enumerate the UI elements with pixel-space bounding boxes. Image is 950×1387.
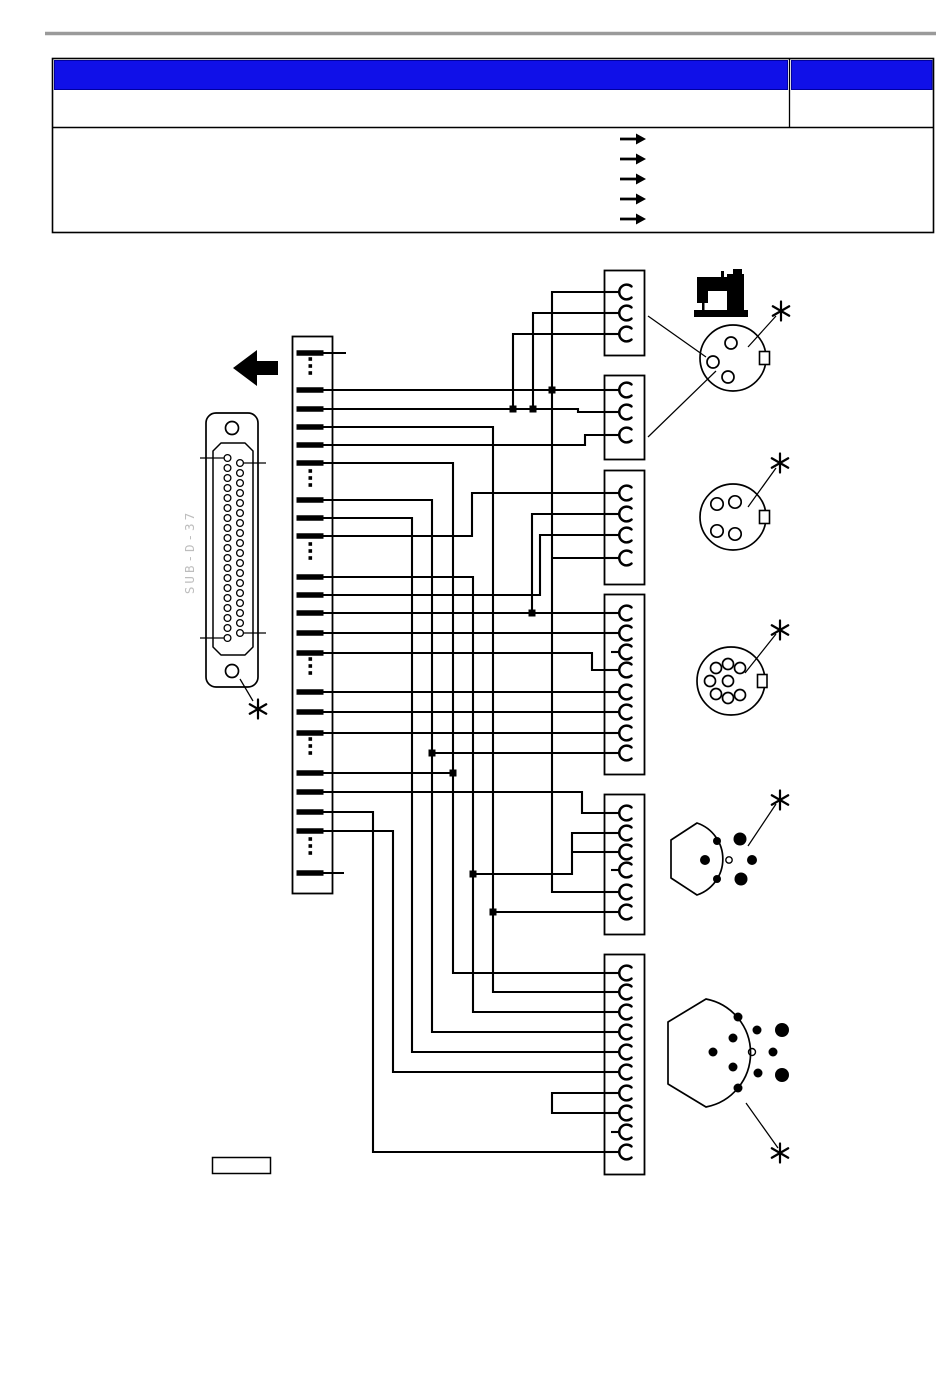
dsub-pin xyxy=(237,470,244,477)
wire xyxy=(332,831,618,1072)
dsub-pin xyxy=(237,460,244,467)
left-direction-arrow-icon xyxy=(233,350,278,386)
table-arrow-icons xyxy=(620,134,646,225)
keyway-notch xyxy=(758,675,768,688)
pin-block-3 xyxy=(605,471,645,585)
connector-body xyxy=(697,647,765,715)
dsub-pin xyxy=(224,515,231,522)
ellipsis-dot xyxy=(309,751,313,755)
pin-blocks xyxy=(605,271,645,1175)
pin-block-1 xyxy=(605,271,645,356)
strip-terminal-bar xyxy=(297,809,324,815)
contact-pin xyxy=(769,1048,778,1057)
wire xyxy=(332,518,618,1052)
ellipsis-dot xyxy=(309,664,313,668)
ellipsis-dot xyxy=(309,549,313,553)
junction-dot xyxy=(470,871,477,878)
dsub-pin xyxy=(237,590,244,597)
ellipsis-dot xyxy=(309,844,313,848)
dsub-shell xyxy=(206,413,258,687)
machine-notch xyxy=(710,292,726,308)
strip-terminal-bar xyxy=(297,709,324,715)
dsub-pin xyxy=(237,560,244,567)
machine-part xyxy=(721,271,724,277)
strip-terminal-bar xyxy=(297,630,324,636)
junction-dot xyxy=(429,750,436,757)
wire xyxy=(332,812,618,1152)
keyway-notch xyxy=(760,511,770,524)
pear-connector-face-1 xyxy=(671,823,757,895)
strip-terminal-bar xyxy=(297,350,324,356)
strip-terminal-bar xyxy=(297,406,324,412)
empty-note-box xyxy=(213,1158,271,1174)
leader-line xyxy=(746,1103,778,1148)
strip-terminal-bar xyxy=(297,789,324,795)
wire xyxy=(332,653,618,670)
contact-pin xyxy=(734,1013,743,1022)
ellipsis-dot xyxy=(309,744,313,748)
dsub-insert xyxy=(213,443,253,655)
strip-terminal-bar xyxy=(297,610,324,616)
dsub-pin xyxy=(237,540,244,547)
contact-pin xyxy=(729,1034,738,1043)
wire xyxy=(332,500,618,1032)
dsub-pin xyxy=(224,535,231,542)
strip-terminal-bar xyxy=(297,770,324,776)
dsub-pin xyxy=(237,480,244,487)
strip-terminal-bar xyxy=(297,424,324,430)
dsub-pin xyxy=(224,585,231,592)
dsub-mount-hole xyxy=(226,422,239,435)
contact-pin xyxy=(729,1063,738,1072)
ellipsis-dot xyxy=(309,671,313,675)
ellipsis-dot xyxy=(309,851,313,855)
dsub-pin xyxy=(237,520,244,527)
strip-terminal-bar xyxy=(297,689,324,695)
dsub-pin xyxy=(237,580,244,587)
dsub-pin xyxy=(237,510,244,517)
circular-connector-face-2 xyxy=(700,484,770,550)
leader-line xyxy=(648,371,716,437)
right-arrow-head xyxy=(636,154,646,165)
strip-terminal-bar xyxy=(297,574,324,580)
dsub-pin xyxy=(224,505,231,512)
dsub-pin xyxy=(237,570,244,577)
dsub-pin xyxy=(237,490,244,497)
strip-terminal-bar xyxy=(297,828,324,834)
wire xyxy=(332,409,618,412)
center-pin xyxy=(726,857,732,863)
ellipsis-dot xyxy=(309,837,313,841)
ellipsis-dot xyxy=(309,657,313,661)
strip-terminal-bar xyxy=(297,497,324,503)
contact-pin xyxy=(775,1068,789,1082)
wire xyxy=(332,535,618,595)
machine-part xyxy=(733,269,742,274)
ellipsis-dot xyxy=(309,542,313,546)
strip-terminal-bar xyxy=(297,515,324,521)
pear-connector-face-2 xyxy=(668,999,789,1107)
contact-pin xyxy=(753,1026,762,1035)
junction-dot xyxy=(490,909,497,916)
dsub-pin xyxy=(224,465,231,472)
pin-block-outline xyxy=(605,795,645,935)
table-header-cell-1 xyxy=(55,61,788,90)
asterisk-marker xyxy=(250,700,266,719)
ellipsis-dot xyxy=(309,476,313,480)
contact-pin xyxy=(709,1048,718,1057)
right-arrow-head xyxy=(636,174,646,185)
junction-dot xyxy=(529,610,536,617)
terminal-strip xyxy=(293,337,333,894)
ellipsis-dot xyxy=(309,357,313,361)
strip-terminal-bar xyxy=(297,730,324,736)
contact-pin xyxy=(775,1023,789,1037)
contact-pin xyxy=(700,855,710,865)
dsub-pin xyxy=(224,475,231,482)
strip-terminal-bar xyxy=(297,460,324,466)
wire xyxy=(473,833,618,874)
contact-pin xyxy=(713,837,721,845)
ellipsis-dot xyxy=(309,469,313,473)
dsub-mount-hole xyxy=(226,665,239,678)
dsub-pin xyxy=(224,555,231,562)
wire xyxy=(332,435,618,445)
dsub-pin xyxy=(224,635,231,642)
dsub-pin xyxy=(237,620,244,627)
right-arrow-head xyxy=(636,134,646,145)
keyway-notch xyxy=(760,352,770,365)
strip-terminal-bar xyxy=(297,870,324,876)
contact-pin xyxy=(734,1084,743,1093)
pin-block-outline xyxy=(605,376,645,460)
ellipsis-dot xyxy=(309,371,313,375)
pin-block-5 xyxy=(605,795,645,935)
note-box xyxy=(213,1158,271,1174)
dsub-pin xyxy=(224,605,231,612)
strip-terminal-bar xyxy=(297,442,324,448)
sub-d-37-connector xyxy=(200,413,266,687)
dsub-pin xyxy=(237,610,244,617)
ellipsis-dot xyxy=(309,737,313,741)
contact-pin xyxy=(747,855,757,865)
leader-line xyxy=(240,679,253,701)
dsub-pin xyxy=(237,600,244,607)
pin-block-2 xyxy=(605,376,645,460)
right-arrow-head xyxy=(636,194,646,205)
ellipsis-dot xyxy=(309,364,313,368)
wire xyxy=(513,334,618,409)
circular-connector-face-3 xyxy=(697,647,767,715)
junction-dot xyxy=(549,387,556,394)
strip-terminal-bar xyxy=(297,650,324,656)
dsub-pin xyxy=(224,525,231,532)
dsub-pin xyxy=(224,565,231,572)
junction-dot xyxy=(530,406,537,413)
pin-block-6 xyxy=(605,955,645,1175)
dsub-pin xyxy=(224,625,231,632)
wire xyxy=(332,577,618,1012)
dsub-pin xyxy=(224,615,231,622)
dsub-pin xyxy=(224,485,231,492)
wire xyxy=(332,427,618,992)
wire xyxy=(332,792,618,813)
dsub-pin xyxy=(224,455,231,462)
contact-pin xyxy=(713,875,721,883)
contact-pin xyxy=(754,1069,763,1078)
machine-needle xyxy=(702,303,705,311)
contact-pin xyxy=(734,833,747,846)
ellipsis-dot xyxy=(309,483,313,487)
dsub-pin xyxy=(237,530,244,537)
leader-line xyxy=(748,804,776,846)
machine-base xyxy=(694,310,748,317)
contact-pin xyxy=(735,873,748,886)
dsub-pin xyxy=(224,595,231,602)
dsub-pin xyxy=(224,495,231,502)
header-table xyxy=(53,59,934,233)
junction-dot xyxy=(450,770,457,777)
left-arrow-shape xyxy=(233,350,278,386)
right-arrow-head xyxy=(636,214,646,225)
strip-terminal-bar xyxy=(297,533,324,539)
strip-terminal-bar xyxy=(297,387,324,393)
wire-routing xyxy=(323,292,618,1152)
dsub-label: SUB-D-37 xyxy=(182,509,197,595)
junction-dot xyxy=(510,406,517,413)
wire xyxy=(332,463,618,973)
machine-part xyxy=(697,277,708,303)
asterisk-marker xyxy=(772,1144,788,1163)
leader-line xyxy=(648,316,706,357)
dsub-pin xyxy=(237,550,244,557)
connector-face-views xyxy=(668,325,789,1107)
strip-terminal-bar xyxy=(297,592,324,598)
connector-body xyxy=(671,823,723,895)
dsub-pin xyxy=(237,500,244,507)
pin-block-4 xyxy=(605,595,645,775)
dsub-pin xyxy=(224,545,231,552)
table-header-cell-2 xyxy=(792,61,933,90)
dsub-pin xyxy=(237,630,244,637)
dsub-pin xyxy=(224,575,231,582)
ellipsis-dot xyxy=(309,556,313,560)
sewing-machine-icon xyxy=(694,269,748,317)
